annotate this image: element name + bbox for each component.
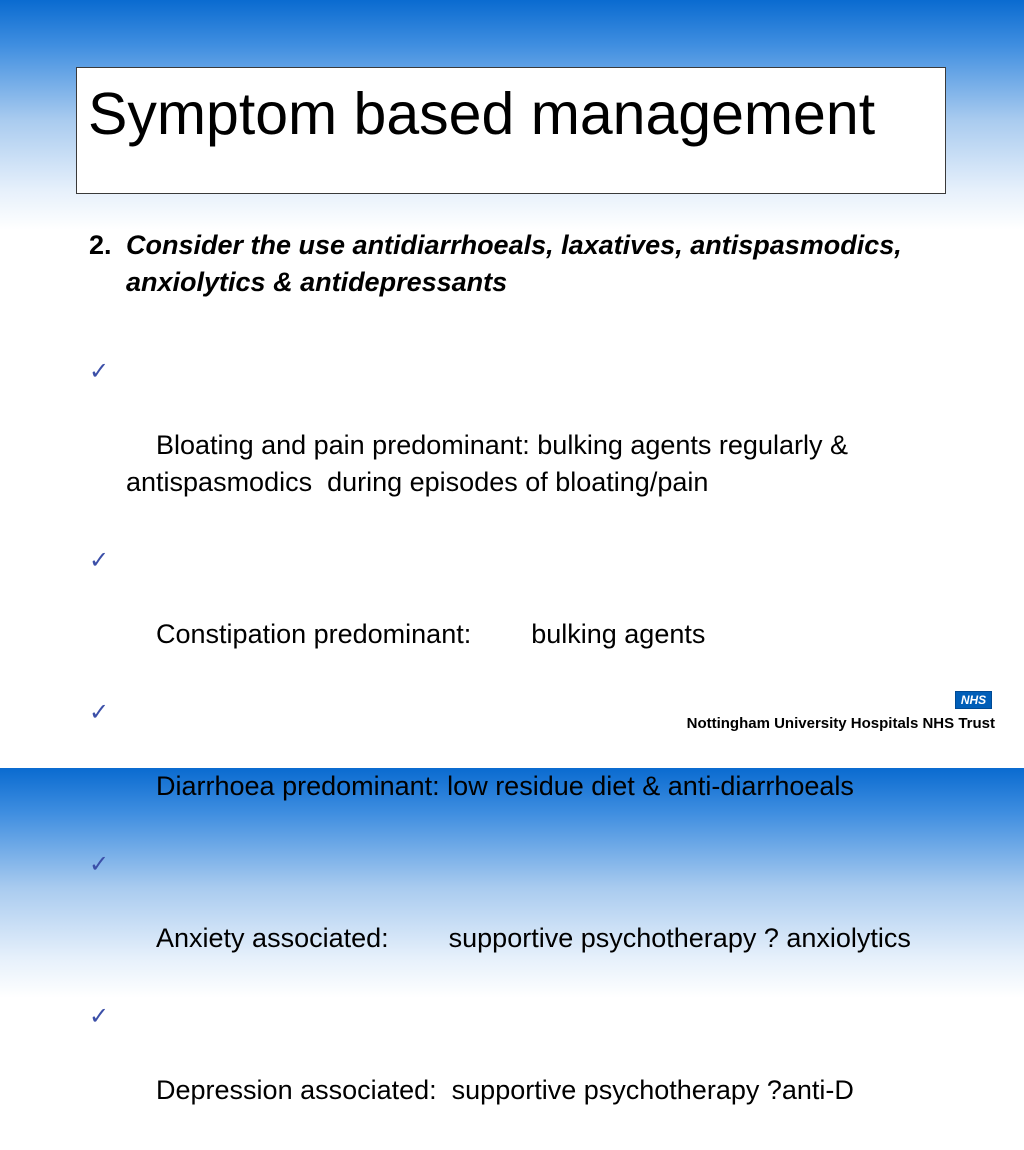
bullet-item — [89, 542, 939, 690]
point-text: Consider the use antidiarrhoeals, laxatives, antispasmodics, anxiolytics & antidepressants — [126, 230, 902, 297]
bullet-text: Depression associated: supportive psychotherapy ?anti-D — [156, 1075, 854, 1105]
numbered-point — [89, 227, 919, 301]
nhs-logo: NHS — [955, 691, 992, 709]
bullet-item — [89, 846, 939, 994]
bullet-text: Diarrhoea predominant: low residue diet & anti-diarrhoeals — [156, 771, 854, 801]
slide-title: Symptom based management — [88, 81, 876, 147]
bullet-list — [89, 353, 939, 1150]
bullet-text: Constipation predominant: bulking agents — [156, 619, 706, 649]
trust-name: Nottingham University Hospitals NHS Trust — [686, 715, 995, 732]
checkmark-icon: ✓ — [89, 850, 110, 878]
bullet-item — [89, 353, 939, 538]
checkmark-icon: ✓ — [89, 357, 110, 385]
bullet-text: Bloating and pain predominant: bulking agents regularly & antispasmodics during episodes of bloating/pain — [126, 430, 856, 497]
checkmark-icon: ✓ — [89, 1002, 110, 1030]
bullet-text: Anxiety associated: supportive psychotherapy ? anxiolytics — [156, 923, 911, 953]
title-box — [76, 67, 946, 194]
bullet-item — [89, 998, 939, 1146]
point-number: 2. — [89, 230, 112, 260]
checkmark-icon: ✓ — [89, 698, 110, 726]
checkmark-icon: ✓ — [89, 546, 110, 574]
